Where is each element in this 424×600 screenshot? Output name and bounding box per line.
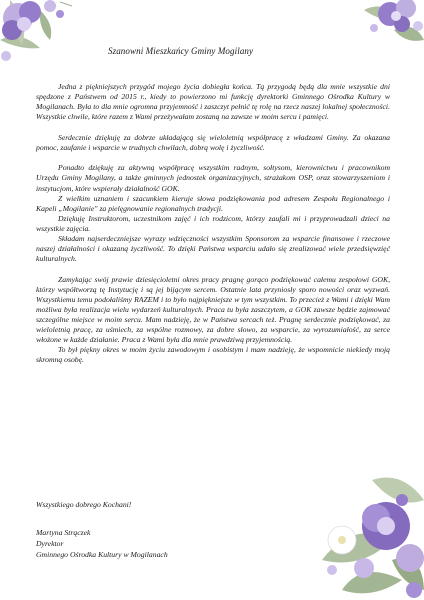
floral-decoration-bottom-right: [302, 440, 424, 600]
letter-paragraph: Zamykając swój prawie dziesięcioletni okres pracy pragnę gorąco podziękować całemu zespołowi GOK, którzy współtworzą tę Instytucję i są jej bijącym sercem. Ostatnie lata przyniosły sporo nowości oraz wyzwań. Wszystkiemu temu podołaliśmy RAZEM i to było najpiękniejsze w tym wszystkim. To przecież z Wami i dzięki Wam możliwa była realizacja wielu wydarzeń kulturalnych. Praca tu była zaszczytem, a GOK zawsze będzie zajmować szczególne miejsce w moim sercu. Mam nadzieję, że w Państwa sercach też. Pragnę serdecznie podziękować, za wieloletnią pracę, za uśmiech, za wspólne rozmowy, za dobre słowo, za wsparcie, za wyrozumiałość, za serce włożone w każde działanie. Praca z Wami była dla mnie prawdziwą przyjemnością.: [36, 274, 390, 345]
letter-paragraph: Ponadto dziękuję za aktywną współpracę wszystkim radnym, sołtysom, kierownictwu i pracownikom Urzędu Gminy Mogilany, a także gminnych jednostek organizacyjnych, strażakom OSP, oraz stowarzyszeniom i instytucjom, które wspierały działalność GOK.: [36, 163, 390, 193]
floral-decoration-top-left: [0, 0, 100, 80]
letter-greeting: Szanowni Mieszkańcy Gminy Mogilany: [108, 46, 254, 56]
letter-paragraph: Jedna z piękniejszych przygód mojego życia dobiegła końca. Tą przygodą będą dla mnie wszystkie dni spędzone z Państwem od 2015 r., kiedy to powierzono mi funkcję dyrektorki Gminnego Ośrodka Kultury w Mogilanach. Była to dla mnie ogromna przyjemność i zaszczyt pełnić tę rolę na rzecz naszej lokalnej społeczności. Wszystkie chwile, które razem z Wami przeżywałam zostaną na zawsze w moim sercu i pamięci.: [36, 82, 390, 122]
signature-title: Dyrektor: [36, 539, 64, 548]
letter-body: [36, 82, 390, 366]
letter-paragraph: Serdecznie dziękuję za dobrze układającą się wieloletnią współpracę z władzami Gminy. Za okazana pomoc, zaufanie i wsparcie w trudnych chwilach, dobrą wolę i życzliwość.: [36, 132, 390, 152]
letter-paragraph: Dziękuję Instruktorom, uczestnikom zajęć i ich rodzicom, którzy zaufali mi i przyprowadzali dzieci na wszystkie zajęcia.: [36, 213, 390, 233]
letter-paragraph: To był piękny okres w moim życiu zawodowym i osobistym i mam nadzieję, że wspomnicie niekiedy moją skromną osobę.: [36, 345, 390, 365]
signature-block: [36, 527, 168, 560]
signature-organization: Gminnego Ośrodka Kultury w Mogilanach: [36, 550, 168, 559]
letter-paragraph: Składam najserdeczniejsze wyrazy wdzięczności wszystkim Sponsorom za wsparcie finansowe i rzeczowe naszej działalności i okazaną życzliwość. To dzięki Państwa wsparciu udało się zrealizować wiele przedsięwzięć kulturalnych.: [36, 234, 390, 264]
floral-decoration-top-right: [344, 0, 424, 60]
letter-paragraph: Z wielkim uznaniem i szacunkiem kieruje słowa podziękowania pod adresem Zespołu Regionalnego i Kapeli „Mogilanie" za pielęgnowanie regionalnych tradycji.: [36, 193, 390, 213]
signature-name: Martyna Strączek: [36, 528, 91, 537]
closing-line: Wszystkiego dobrego Kochani!: [36, 500, 132, 509]
